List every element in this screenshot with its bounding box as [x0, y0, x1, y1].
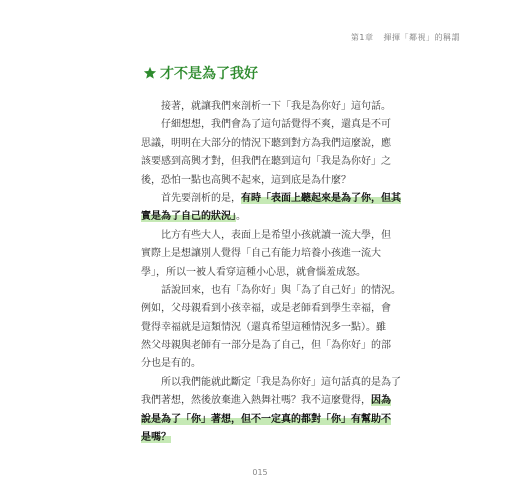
- text-line: [141, 411, 391, 429]
- body-text: [141, 98, 401, 447]
- text-segment: 後，恐怕一點也高興不起來，這到底是為什麼？: [141, 174, 351, 186]
- text-line: [141, 355, 380, 373]
- text-line: [141, 282, 401, 300]
- text-line: [141, 227, 391, 245]
- text-line: [141, 153, 391, 171]
- text-segment: 覺得幸福就是這類情況（還真希望這種情況多一點）。雖: [141, 321, 386, 333]
- text-line: [141, 429, 380, 447]
- page-number: 015: [252, 468, 268, 477]
- text-line: [141, 374, 401, 392]
- highlighted-text: 說是為了「你」著想，但不一定真的都對「你」有幫助不: [141, 413, 391, 425]
- text-segment: 我們著想，然後放棄進入熱舞社嗎？我不這麼覺得，: [141, 395, 371, 407]
- text-segment: 實際上是想讓別人覺得「自己有能力培養小孩進一流大: [141, 248, 381, 260]
- text-segment: 學」，所以一被人看穿這種小心思，就會惱羞成怒。: [141, 266, 366, 278]
- chapter-label: 第1章: [350, 33, 374, 42]
- text-segment: 所以我們能就此斷定「我是為你好」這句話真的是為了: [141, 376, 401, 388]
- text-line: [141, 319, 386, 337]
- running-header: [351, 32, 460, 43]
- text-segment: 話說回來，也有「為你好」與「為了自己好」的情況。: [141, 284, 401, 296]
- text-segment: 分也是有的。: [141, 358, 201, 370]
- text-segment: 思議，明明在大部分的情況下聽到對方為我們這麼說，應: [141, 137, 391, 149]
- text-line: [141, 98, 391, 116]
- section-label: 揮揮「鄰視」的稱謂: [383, 33, 460, 42]
- text-line: [141, 245, 380, 263]
- text-line: [141, 392, 391, 410]
- highlighted-text: 有時「表面上聽起來是為了你，但其: [241, 192, 401, 204]
- highlighted-text: 因為: [371, 395, 391, 407]
- section-title-text: 才不是為了我好: [160, 66, 258, 82]
- text-segment: 首先要剖析的是，: [141, 192, 241, 204]
- text-segment: 例如，父母親看到小孩幸福，或是老師看到學生幸福，會: [141, 303, 391, 315]
- highlighted-text: 是嗎？: [141, 432, 171, 444]
- text-line: [141, 337, 391, 355]
- text-line: [141, 135, 391, 153]
- text-line: [141, 300, 391, 318]
- star-icon: [143, 66, 157, 80]
- text-segment: 接著，就讓我們來剖析一下「我是為你好」這句話。: [141, 101, 391, 112]
- text-line: [141, 264, 380, 282]
- text-segment: 該要感到高興才對，但我們在聽到這句「我是為你好」之: [141, 156, 391, 168]
- text-segment: 然父母親與老師有一部分是為了自己，但「為你好」的部: [141, 340, 391, 352]
- text-line: [141, 208, 380, 226]
- text-segment: 。: [236, 211, 246, 223]
- text-line: [141, 190, 401, 208]
- text-segment: 仔細想想，我們會為了這句話覺得不爽，還真是不可: [141, 119, 391, 131]
- text-line: [141, 116, 391, 134]
- highlighted-text: 實是為了自己的狀況」: [141, 211, 236, 223]
- text-segment: 比方有些大人，表面上是希望小孩就讀一流大學，但: [141, 229, 391, 241]
- text-line: [141, 172, 380, 190]
- section-title: [143, 63, 258, 83]
